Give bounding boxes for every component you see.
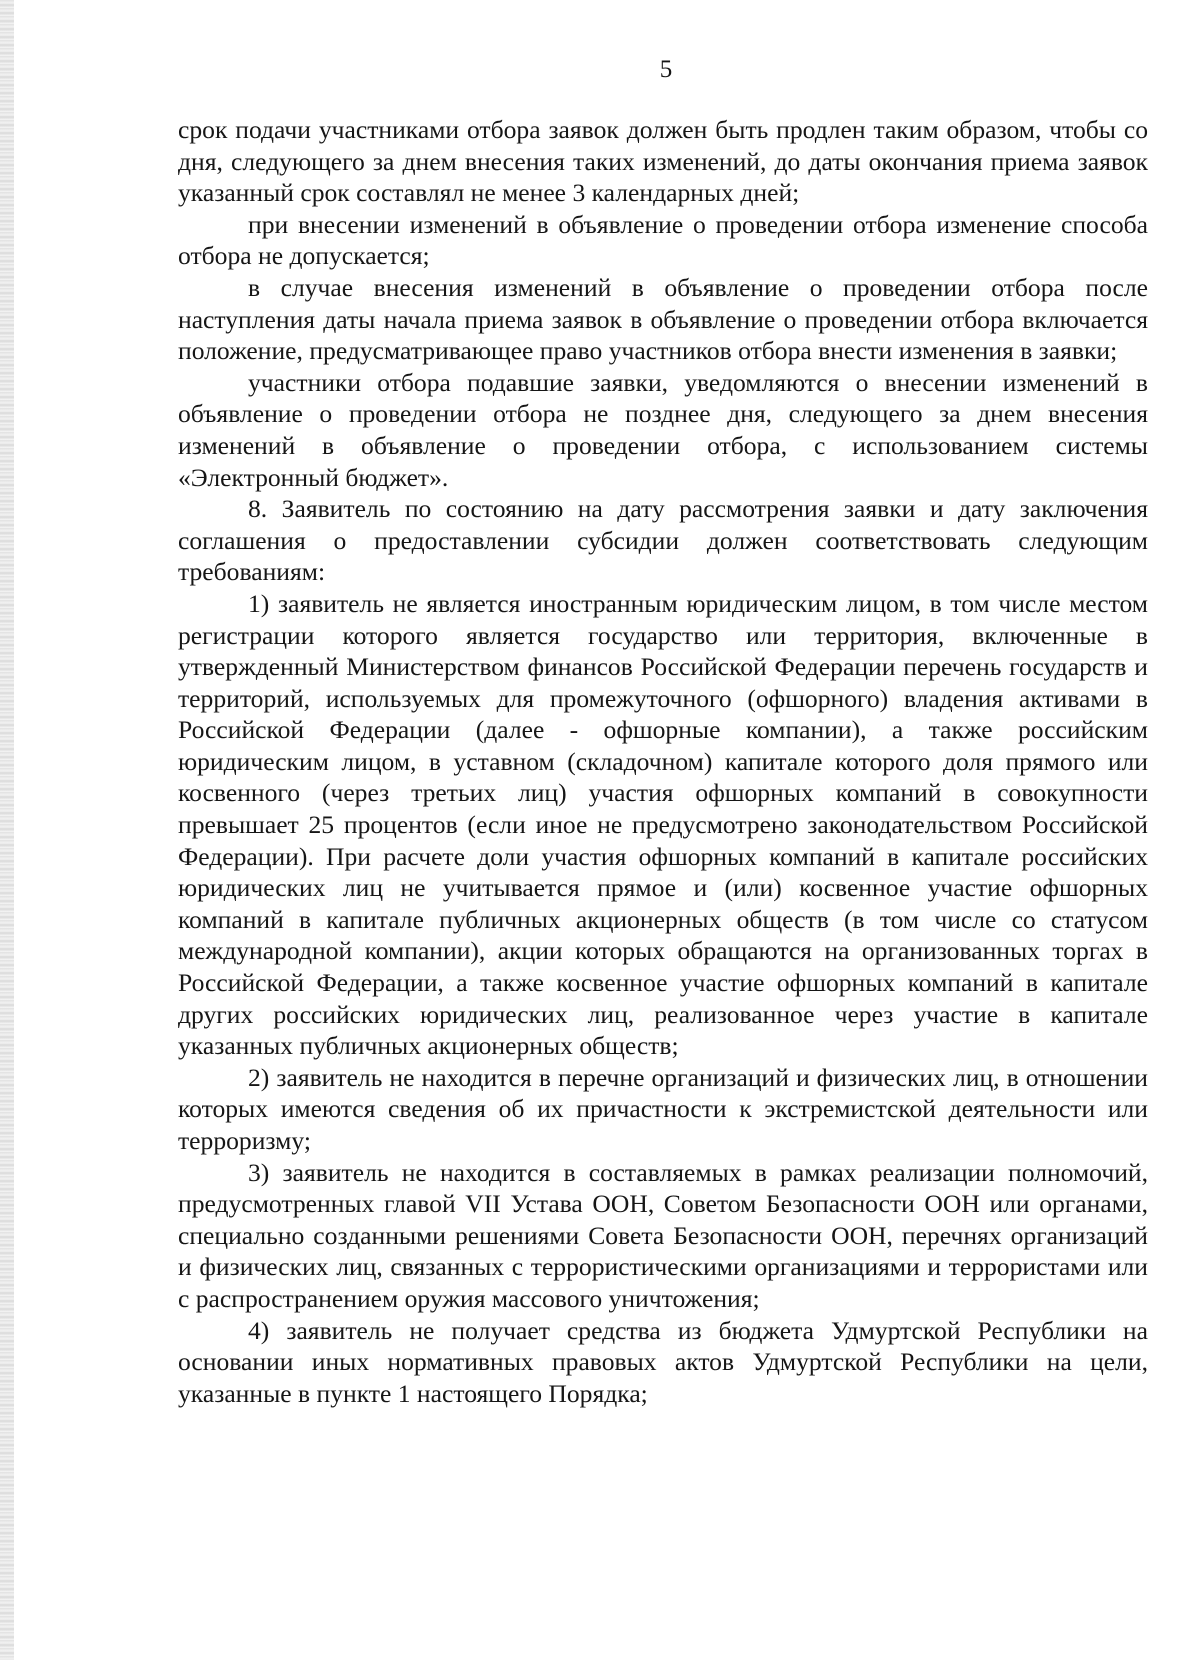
paragraph-extension-term: срок подачи участниками отбора заявок должен быть продлен таким образом, чтобы со дня, следующего за днем внесения таких изменений, до даты окончания приема заявок указанный срок составлял не менее 3 календарных дней; [178,115,1148,208]
page-number: 5 [659,56,673,83]
paragraph-method-change: при внесении изменений в объявление о проведении отбора изменение способа отбора не допускается; [178,209,1148,271]
paragraph-after-start-date: в случае внесения изменений в объявление о проведении отбора после наступления даты начала приема заявок в объявление о проведении отбора включается положение, предусматривающее право участников отбора внести изменения в заявки; [178,272,1148,366]
scan-edge-artifact [0,0,14,1660]
paragraph-item-8: 8. Заявитель по состоянию на дату рассмотрения заявки и дату заключения соглашения о предоставлении субсидии должен соответствовать следующим требованиям: [178,494,1148,587]
paragraph-requirement-2: 2) заявитель не находится в перечне организаций и физических лиц, в отношении которых имеются сведения об их причастности к экстремистской деятельности или терроризму; [178,1062,1148,1155]
paragraph-requirement-3: 3) заявитель не находится в составляемых в рамках реализации полномочий, предусмотренных главой VII Устава ООН, Советом Безопасности ООН или органами, специально созданными решениями Совета Безопасности ООН, перечнях организаций и физических лиц, связанных с террористическими организациями и террористами или с распространением оружия массового уничтожения; [178,1157,1148,1313]
document-page [178,50,1148,1409]
paragraph-requirement-1: 1) заявитель не является иностранным юридическим лицом, в том числе местом регистрации которого является государство или территория, включенные в утвержденный Министерством финансов Российской Федерации перечень государств и территорий, используемых для промежуточного (офшорного) владения активами в Российской Федерации (далее - офшорные компании), а также российским юридическим лицом, в уставном (складочном) капитале которого доля прямого или косвенного (через третьих лиц) участия офшорных компаний в совокупности превышает 25 процентов (если иное не предусмотрено законодательством Российской Федерации). При расчете доли участия офшорных компаний в капитале российских юридических лиц не учитывается прямое и (или) косвенное участие офшорных компаний в капитале публичных акционерных обществ (в том числе со статусом международной компании), акции которых обращаются на организованных торгах в Российской Федерации, а также косвенное участие офшорных компаний в капитале других российских юридических лиц, реализованное через участие в капитале указанных публичных акционерных обществ; [178,588,1148,1061]
paragraph-requirement-4: 4) заявитель не получает средства из бюджета Удмуртской Республики на основании иных нормативных правовых актов Удмуртской Республики на цели, указанные в пункте 1 настоящего Порядка; [178,1315,1148,1408]
paragraph-notification: участники отбора подавшие заявки, уведомляются о внесении изменений в объявление о проведении отбора не позднее дня, следующего за днем внесения изменений в объявление о проведении отбора, с использованием системы «Электронный бюджет». [178,367,1148,492]
